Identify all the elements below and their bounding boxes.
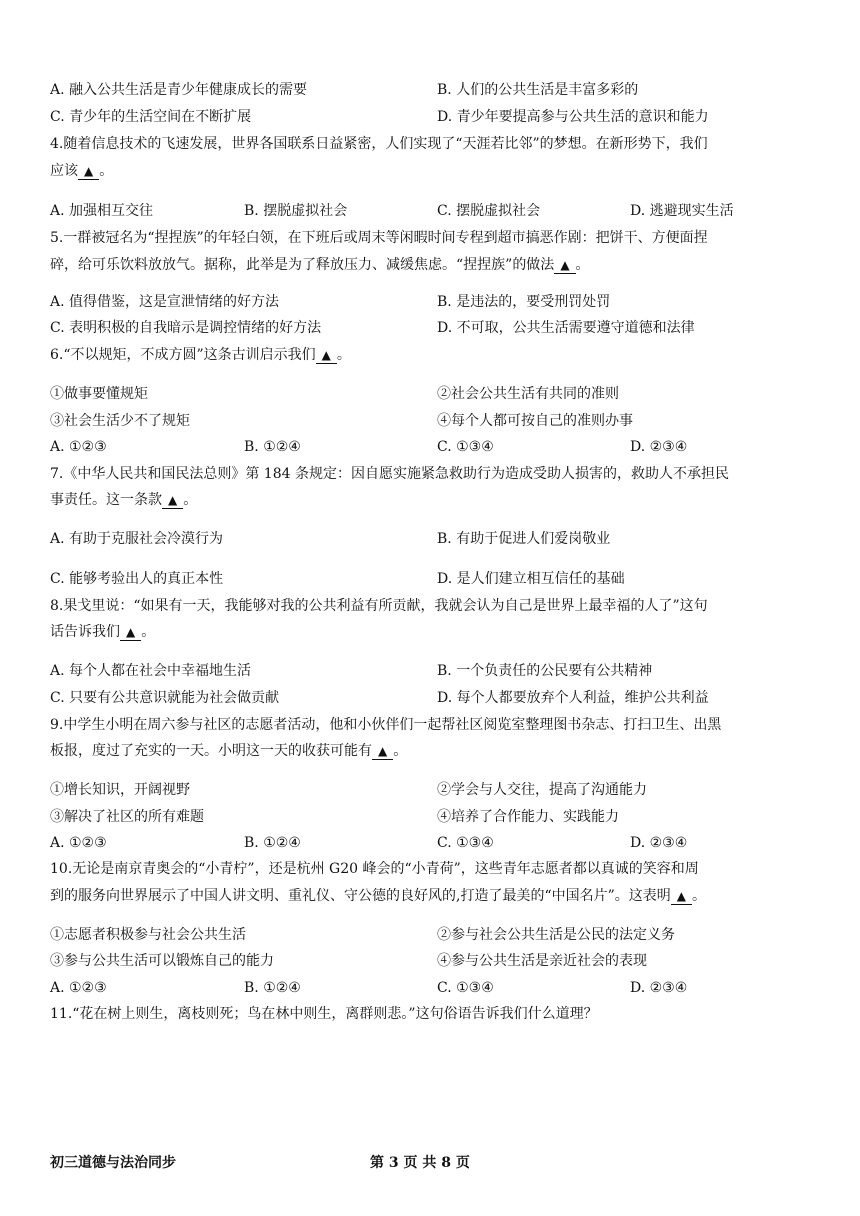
answer-blank [554,257,575,274]
footer-page-number: 第 3 页 共 8 页 [370,1155,470,1171]
q10-item-3: ③参与公共生活可以锻炼自己的能力 [50,953,274,969]
q10-stem-line2: 到的服务向世界展示了中国人讲文明、重礼仪、守公德的良好风的,打造了最美的“中国名片”。这表明▲ 。 [50,886,706,906]
q6-option-c: C. ①③④ [437,439,494,455]
q4-option-d: D. 逃避现实生活 [630,203,734,219]
q9-stem-line1: 9.中学生小明在周六参与社区的志愿者活动，他和小伙伴们一起帮社区阅览室整理图书杂志、打扫卫生、出黑 [50,717,722,733]
q5-option-d: D. 不可取，公共生活需要遵守道德和法律 [437,320,695,336]
answer-blank [162,492,183,509]
q9-option-d: D. ②③④ [630,835,688,851]
q7-option-c: C. 能够考验出人的真正本性 [50,571,224,587]
q4-stem-line2: 应该▲ 。 [50,161,113,181]
q10-option-d: D. ②③④ [630,980,688,996]
q9-stem-line2: 板报，度过了充实的一天。小明这一天的收获可能有▲ 。 [50,741,407,761]
q10-option-a: A. ①②③ [50,980,107,996]
q7-option-a: A. 有助于克服社会冷漠行为 [50,531,224,547]
q5-option-b: B. 是违法的，要受刑罚处罚 [437,294,611,310]
answer-blank [120,624,141,641]
q3-option-c: C. 青少年的生活空间在不断扩展 [50,109,252,125]
footer-subject: 初三道德与法治同步 [50,1155,176,1171]
q8-stem-line1: 8.果戈里说：“如果有一天，我能够对我的公共利益有所贡献，我就会认为自己是世界上最幸福的人了”这句 [50,598,708,614]
q6-option-b: B. ①②④ [244,439,301,455]
q3-option-a: A. 融入公共生活是青少年健康成长的需要 [50,82,308,98]
q9-option-c: C. ①③④ [437,835,494,851]
q9-option-b: B. ①②④ [244,835,301,851]
q9-item-3: ③解决了社区的所有难题 [50,809,204,825]
q4-option-a: A. 加强相互交往 [50,203,154,219]
q6-item-2: ②社会公共生活有共同的准则 [437,386,619,402]
answer-blank [372,743,393,760]
q5-stem-line1: 5.一群被冠名为“捏捏族”的年轻白领，在下班后或周末等闲暇时间专程到超市搞恶作剧：把饼干、方便面捏 [50,230,708,246]
q9-option-a: A. ①②③ [50,835,107,851]
answer-blank [78,163,99,180]
q9-item-2: ②学会与人交往，提高了沟通能力 [437,782,647,798]
q8-option-b: B. 一个负责任的公民要有公共精神 [437,663,653,679]
q10-item-2: ②参与社会公共生活是公民的法定义务 [437,927,675,943]
q6-stem: 6.“不以规矩，不成方圆”这条古训启示我们▲ 。 [50,345,351,365]
q11-stem: 11.“花在树上则生，离枝则死；鸟在林中则生，离群则悲。”这句俗语告诉我们什么道理？ [50,1006,598,1022]
q9-item-4: ④培养了合作能力、实践能力 [437,809,619,825]
q6-item-3: ③社会生活少不了规矩 [50,413,190,429]
q7-option-b: B. 有助于促进人们爱岗敬业 [437,531,611,547]
q8-option-a: A. 每个人都在社会中幸福地生活 [50,663,252,679]
q7-option-d: D. 是人们建立相互信任的基础 [437,571,625,587]
q3-option-b: B. 人们的公共生活是丰富多彩的 [437,82,639,98]
q6-option-a: A. ①②③ [50,439,107,455]
q6-item-4: ④每个人都可按自己的准则办事 [437,413,633,429]
answer-blank [316,347,337,364]
q9-item-1: ①增长知识，开阔视野 [50,782,190,798]
q10-item-1: ①志愿者积极参与社会公共生活 [50,927,246,943]
q5-option-a: A. 值得借鉴，这是宣泄情绪的好方法 [50,294,280,310]
q4-option-c: C. 摆脱虚拟社会 [437,203,541,219]
q4-stem-line1: 4.随着信息技术的飞速发展，世界各国联系日益紧密，人们实现了“天涯若比邻”的梦想。在新形势下，我们 [50,136,708,152]
q6-option-d: D. ②③④ [630,439,688,455]
q8-stem-line2: 话告诉我们▲ 。 [50,622,155,642]
answer-blank [671,888,692,905]
q7-stem-line1: 7.《中华人民共和国民法总则》第 184 条规定：因自愿实施紧急救助行为造成受助人损害的，救助人不承担民 [50,466,729,482]
q3-option-d: D. 青少年要提高参与公共生活的意识和能力 [437,109,709,125]
q10-option-c: C. ①③④ [437,980,494,996]
q7-stem-line2: 事责任。这一条款▲ 。 [50,490,197,510]
q5-stem-line2: 碎，给可乐饮料放放气。据称，此举是为了释放压力、减缓焦虑。“捏捏族”的做法▲ 。 [50,255,590,275]
q8-option-d: D. 每个人都要放弃个人利益，维护公共利益 [437,690,709,706]
q10-item-4: ④参与公共生活是亲近社会的表现 [437,953,647,969]
q8-option-c: C. 只要有公共意识就能为社会做贡献 [50,690,280,706]
q10-stem-line1: 10.无论是南京青奥会的“小青柠”，还是杭州 G20 峰会的“小青荷”，这些青年志愿者都以真诚的笑容和周 [50,861,699,877]
q6-item-1: ①做事要懂规矩 [50,386,148,402]
q5-option-c: C. 表明积极的自我暗示是调控情绪的好方法 [50,320,322,336]
q10-option-b: B. ①②④ [244,980,301,996]
q4-option-b: B. 摆脱虚拟社会 [244,203,348,219]
